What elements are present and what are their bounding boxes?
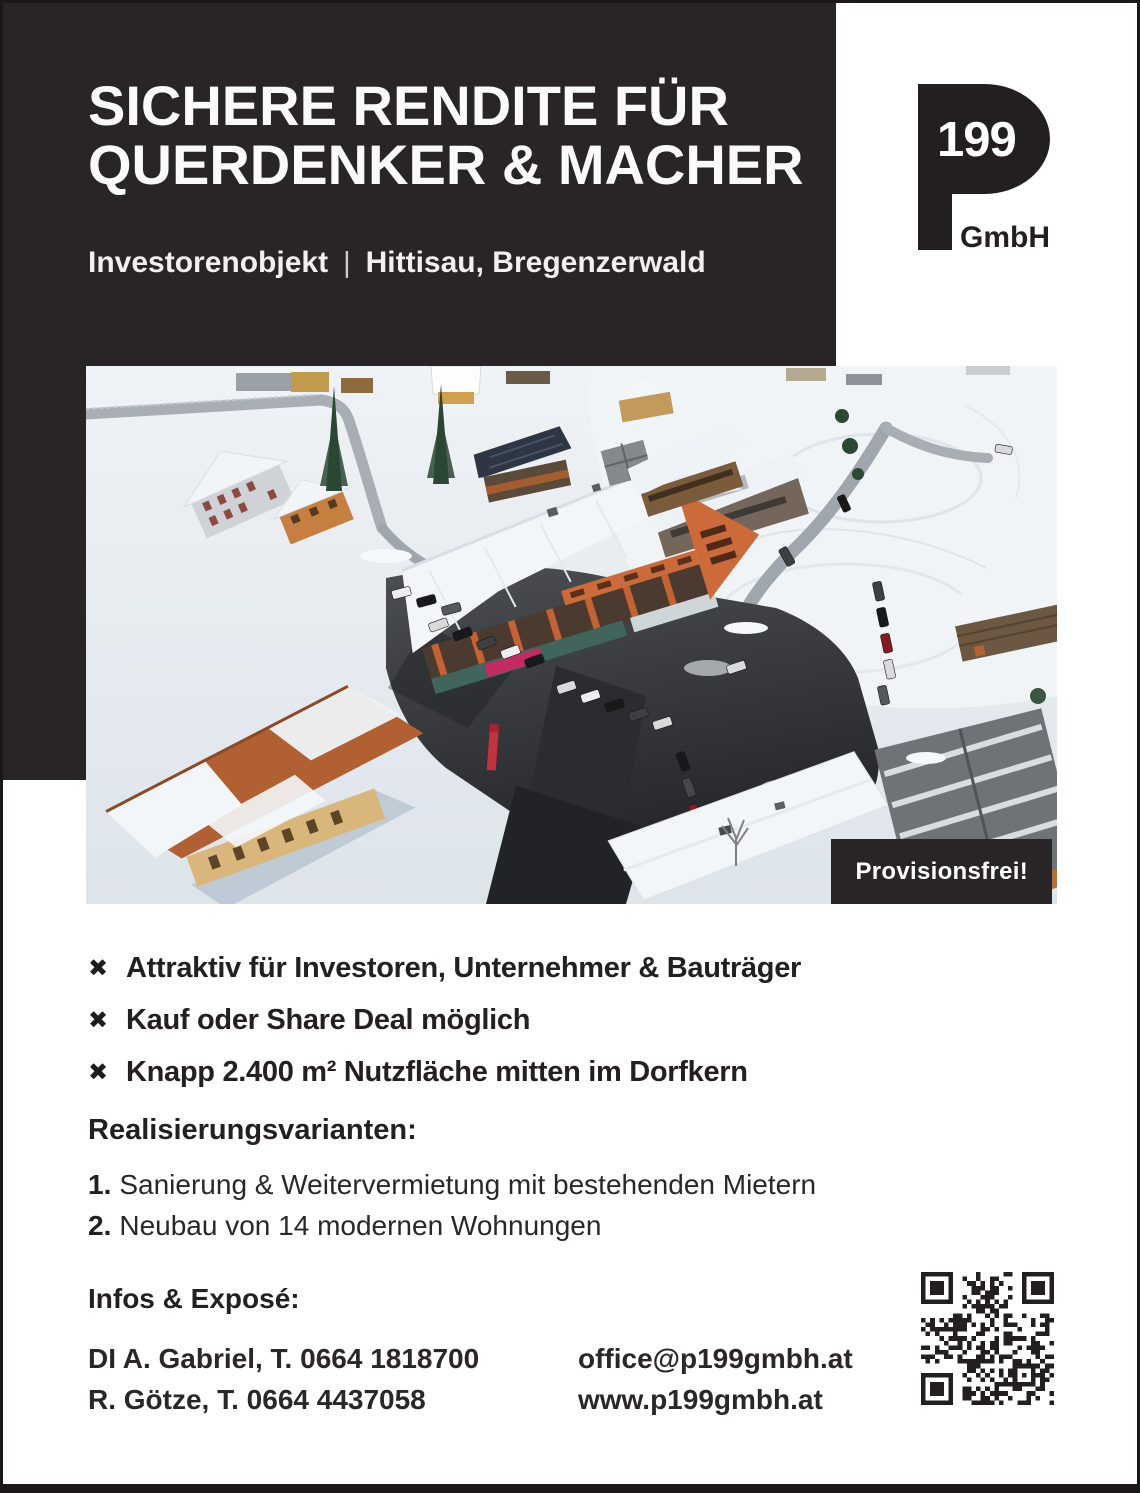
contact-section <box>88 1283 853 1420</box>
p-logo-shape <box>918 82 1054 254</box>
contact-column-web <box>578 1338 853 1420</box>
cross-bullet-icon: ✖ <box>88 1006 109 1034</box>
list-item <box>88 1164 816 1205</box>
page-title <box>88 76 804 194</box>
qr-code <box>921 1272 1054 1405</box>
bullet-text: Attraktiv für Investoren, Unternehmer & Bauträger <box>126 951 802 984</box>
feature-list <box>88 942 801 1098</box>
badge-label: Provisionsfrei! <box>855 857 1028 885</box>
list-item <box>88 1046 801 1098</box>
subtitle <box>88 246 706 280</box>
contact-email-link[interactable]: office@p199gmbh.at <box>578 1343 853 1374</box>
qr-code-pattern <box>921 1272 1054 1405</box>
variants-list <box>88 1164 816 1246</box>
item-text: Sanierung & Weitervermietung mit bestehenden Mietern <box>119 1169 817 1200</box>
list-item <box>88 1205 816 1246</box>
cross-bullet-icon: ✖ <box>88 1058 109 1086</box>
bullet-text: Knapp 2.400 m² Nutzfläche mitten im Dorfkern <box>126 1055 748 1088</box>
contact-column-phones <box>88 1338 578 1420</box>
p199-logo <box>918 82 1054 254</box>
item-number: 2. <box>88 1210 112 1241</box>
contact-rows <box>88 1338 853 1420</box>
bullet-text: Kauf oder Share Deal möglich <box>126 1003 531 1036</box>
contact-phone-2: R. Götze, T. 0664 4437058 <box>88 1384 426 1415</box>
contact-heading: Infos & Exposé: <box>88 1283 300 1314</box>
subtitle-location: Hittisau, Bregenzerwald <box>365 246 706 279</box>
aerial-photo-illustration <box>86 366 1057 904</box>
item-text: Neubau von 14 modernen Wohnungen <box>119 1210 602 1241</box>
logo-suffix: GmbH <box>960 221 1050 254</box>
subtitle-object: Investorenobjekt <box>88 246 329 279</box>
contact-phone-1: DI A. Gabriel, T. 0664 1818700 <box>88 1343 480 1374</box>
aerial-photo <box>86 366 1057 904</box>
logo-number: 199 <box>937 113 1016 167</box>
subtitle-separator: | <box>343 247 351 279</box>
list-item <box>88 942 801 994</box>
cross-bullet-icon: ✖ <box>88 954 109 982</box>
title-line-2: QUERDENKER & MACHER <box>88 133 804 196</box>
title-line-1: SICHERE RENDITE FÜR <box>88 74 729 137</box>
item-number: 1. <box>88 1169 112 1200</box>
provision-free-badge <box>831 839 1052 904</box>
contact-website-link[interactable]: www.p199gmbh.at <box>578 1384 823 1415</box>
variants-section <box>88 1114 816 1246</box>
list-item <box>88 994 801 1046</box>
variants-heading: Realisierungsvarianten: <box>88 1114 417 1146</box>
